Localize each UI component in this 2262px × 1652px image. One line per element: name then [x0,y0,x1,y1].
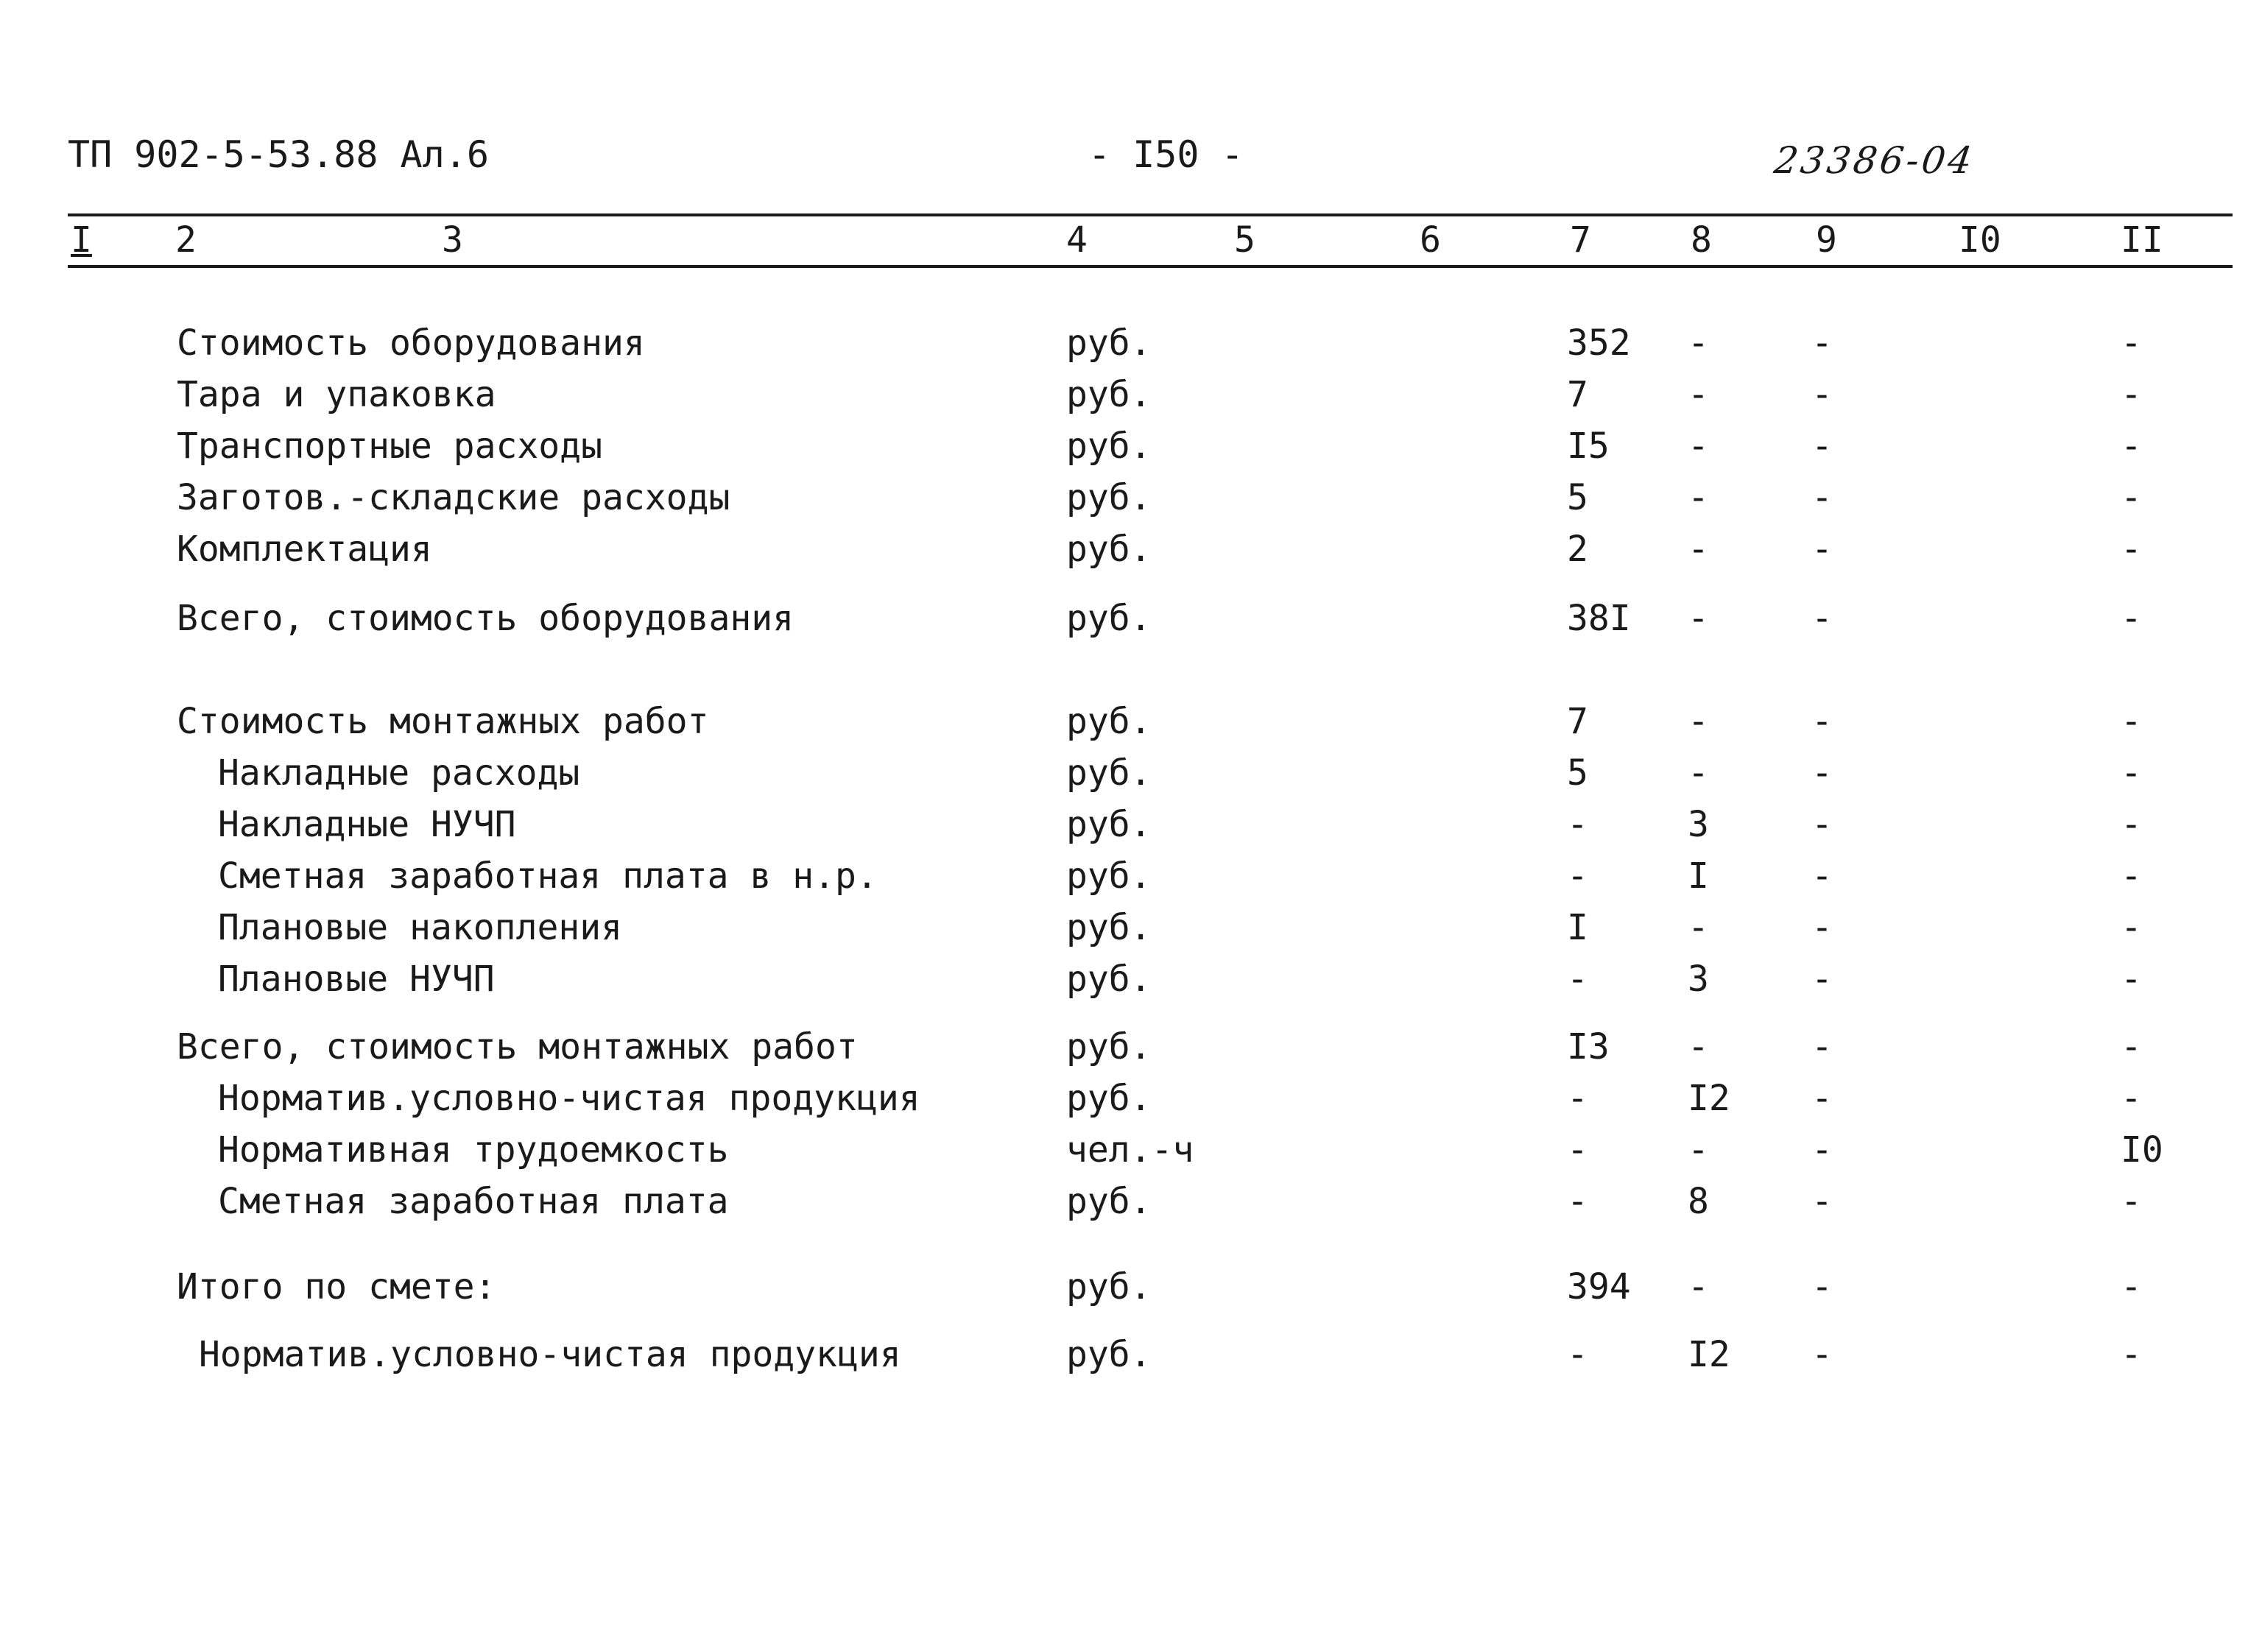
row-col11: - [2121,1266,2142,1307]
row-label: Норматив.условно-чистая продукция [199,1334,901,1375]
row-label: Всего, стоимость монтажных работ [177,1026,858,1067]
table-row [0,423,2262,470]
row-col9: - [1811,477,1833,518]
table-row [0,801,2262,848]
row-label: Стоимость оборудования [177,322,645,364]
row-col8: 3 [1688,959,1709,1000]
table-row [0,371,2262,418]
row-col11: - [2121,477,2142,518]
row-unit: руб. [1066,598,1152,639]
row-label: Заготов.-складские расходы [177,477,730,518]
table-header-rule [68,265,2233,268]
column-number-5: 5 [1234,219,1255,261]
row-col7: 352 [1567,322,1631,364]
row-col9: - [1811,529,1833,570]
row-unit: чел.-ч [1066,1129,1194,1171]
row-col8: - [1688,374,1709,415]
row-label: Норматив.условно-чистая продукция [218,1078,920,1119]
table-row [0,1263,2262,1310]
column-number-6: 6 [1420,219,1441,261]
row-col9: - [1811,426,1833,467]
row-unit: руб. [1066,1078,1152,1119]
row-col11: - [2121,598,2142,639]
row-unit: руб. [1066,374,1152,415]
row-col8: - [1688,1026,1709,1067]
row-col11: - [2121,374,2142,415]
row-unit: руб. [1066,752,1152,794]
row-label: Сметная заработная плата [218,1181,729,1222]
row-col9: - [1811,1181,1833,1222]
column-number-9: 9 [1816,219,1837,261]
table-row [0,698,2262,745]
row-col7: 7 [1567,374,1588,415]
row-col7: I5 [1567,426,1610,467]
row-col9: - [1811,374,1833,415]
row-col8: - [1688,1129,1709,1171]
row-unit: руб. [1066,907,1152,948]
row-col11: - [2121,855,2142,897]
row-col9: - [1811,804,1833,845]
row-col7: I3 [1567,1026,1610,1067]
column-number-10: I0 [1959,219,2001,261]
row-col11: - [2121,322,2142,364]
row-col11: - [2121,1334,2142,1375]
column-number-1: I [71,219,92,261]
row-col7: - [1567,1129,1588,1171]
table-row [0,904,2262,951]
column-number-2: 2 [175,219,197,261]
row-col7: 7 [1567,701,1588,742]
row-unit: руб. [1066,701,1152,742]
handwritten-number: 23386-04 [1771,139,1978,182]
table-top-rule [68,213,2233,216]
row-col7: 38I [1567,598,1631,639]
row-col11: - [2121,1181,2142,1222]
row-col11: - [2121,1026,2142,1067]
table-row [0,595,2262,642]
row-col7: I [1567,907,1588,948]
table-row [0,1075,2262,1122]
row-unit: руб. [1066,426,1152,467]
row-col7: - [1567,1334,1588,1375]
row-label: Тара и упаковка [177,374,496,415]
row-col7: 5 [1567,752,1588,794]
row-col8: - [1688,426,1709,467]
row-col9: - [1811,855,1833,897]
column-number-8: 8 [1691,219,1712,261]
row-col8: 3 [1688,804,1709,845]
row-unit: руб. [1066,1026,1152,1067]
row-col8: I2 [1688,1078,1730,1119]
row-col9: - [1811,1266,1833,1307]
row-col8: - [1688,907,1709,948]
row-unit: руб. [1066,1181,1152,1222]
row-col9: - [1811,1129,1833,1171]
row-col9: - [1811,701,1833,742]
row-label: Плановые накопления [218,907,623,948]
row-col7: - [1567,1181,1588,1222]
row-col7: 2 [1567,529,1588,570]
row-col11: - [2121,1078,2142,1119]
document-code: ТП 902-5-53.88 Ал.6 [68,133,489,176]
row-label: Нормативная трудоемкость [218,1129,729,1171]
row-label: Транспортные расходы [177,426,602,467]
row-label: Накладные НУЧП [218,804,516,845]
row-label: Итого по смете: [177,1266,496,1307]
row-unit: руб. [1066,529,1152,570]
row-label: Накладные расходы [218,752,580,794]
row-col11: - [2121,752,2142,794]
row-col11: I0 [2121,1129,2163,1171]
row-col9: - [1811,598,1833,639]
row-unit: руб. [1066,855,1152,897]
row-col9: - [1811,752,1833,794]
row-col8: - [1688,1266,1709,1307]
row-col9: - [1811,322,1833,364]
row-label: Плановые НУЧП [218,959,495,1000]
row-unit: руб. [1066,322,1152,364]
row-col7: 394 [1567,1266,1631,1307]
column-number-3: 3 [442,219,463,261]
row-col11: - [2121,529,2142,570]
row-col9: - [1811,907,1833,948]
row-col7: 5 [1567,477,1588,518]
table-row [0,749,2262,797]
row-col9: - [1811,1334,1833,1375]
row-col9: - [1811,959,1833,1000]
table-row [0,1331,2262,1378]
row-label: Всего, стоимость оборудования [177,598,794,639]
table-row [0,474,2262,521]
table-row [0,853,2262,900]
row-label: Сметная заработная плата в н.р. [218,855,878,897]
row-col9: - [1811,1078,1833,1119]
table-row [0,526,2262,573]
row-unit: руб. [1066,959,1152,1000]
row-col8: - [1688,529,1709,570]
column-number-11: II [2121,219,2163,261]
row-col7: - [1567,855,1588,897]
row-col8: 8 [1688,1181,1709,1222]
row-label: Стоимость монтажных работ [177,701,709,742]
row-col7: - [1567,1078,1588,1119]
row-col8: - [1688,701,1709,742]
table-row [0,320,2262,367]
row-unit: руб. [1066,1334,1152,1375]
row-col11: - [2121,907,2142,948]
row-col8: I [1688,855,1709,897]
table-row [0,1023,2262,1070]
row-col7: - [1567,959,1588,1000]
row-col8: - [1688,322,1709,364]
row-col7: - [1567,804,1588,845]
row-col11: - [2121,959,2142,1000]
column-number-7: 7 [1570,219,1591,261]
table-row [0,1178,2262,1225]
row-unit: руб. [1066,1266,1152,1307]
row-label: Комплектация [177,529,432,570]
row-col11: - [2121,804,2142,845]
row-col8: - [1688,598,1709,639]
row-col8: I2 [1688,1334,1730,1375]
row-col11: - [2121,426,2142,467]
row-unit: руб. [1066,477,1152,518]
column-number-4: 4 [1066,219,1088,261]
table-row [0,956,2262,1003]
page-number: - I50 - [1088,133,1244,176]
row-col8: - [1688,752,1709,794]
row-col8: - [1688,477,1709,518]
row-unit: руб. [1066,804,1152,845]
row-col9: - [1811,1026,1833,1067]
table-row [0,1126,2262,1173]
row-col11: - [2121,701,2142,742]
